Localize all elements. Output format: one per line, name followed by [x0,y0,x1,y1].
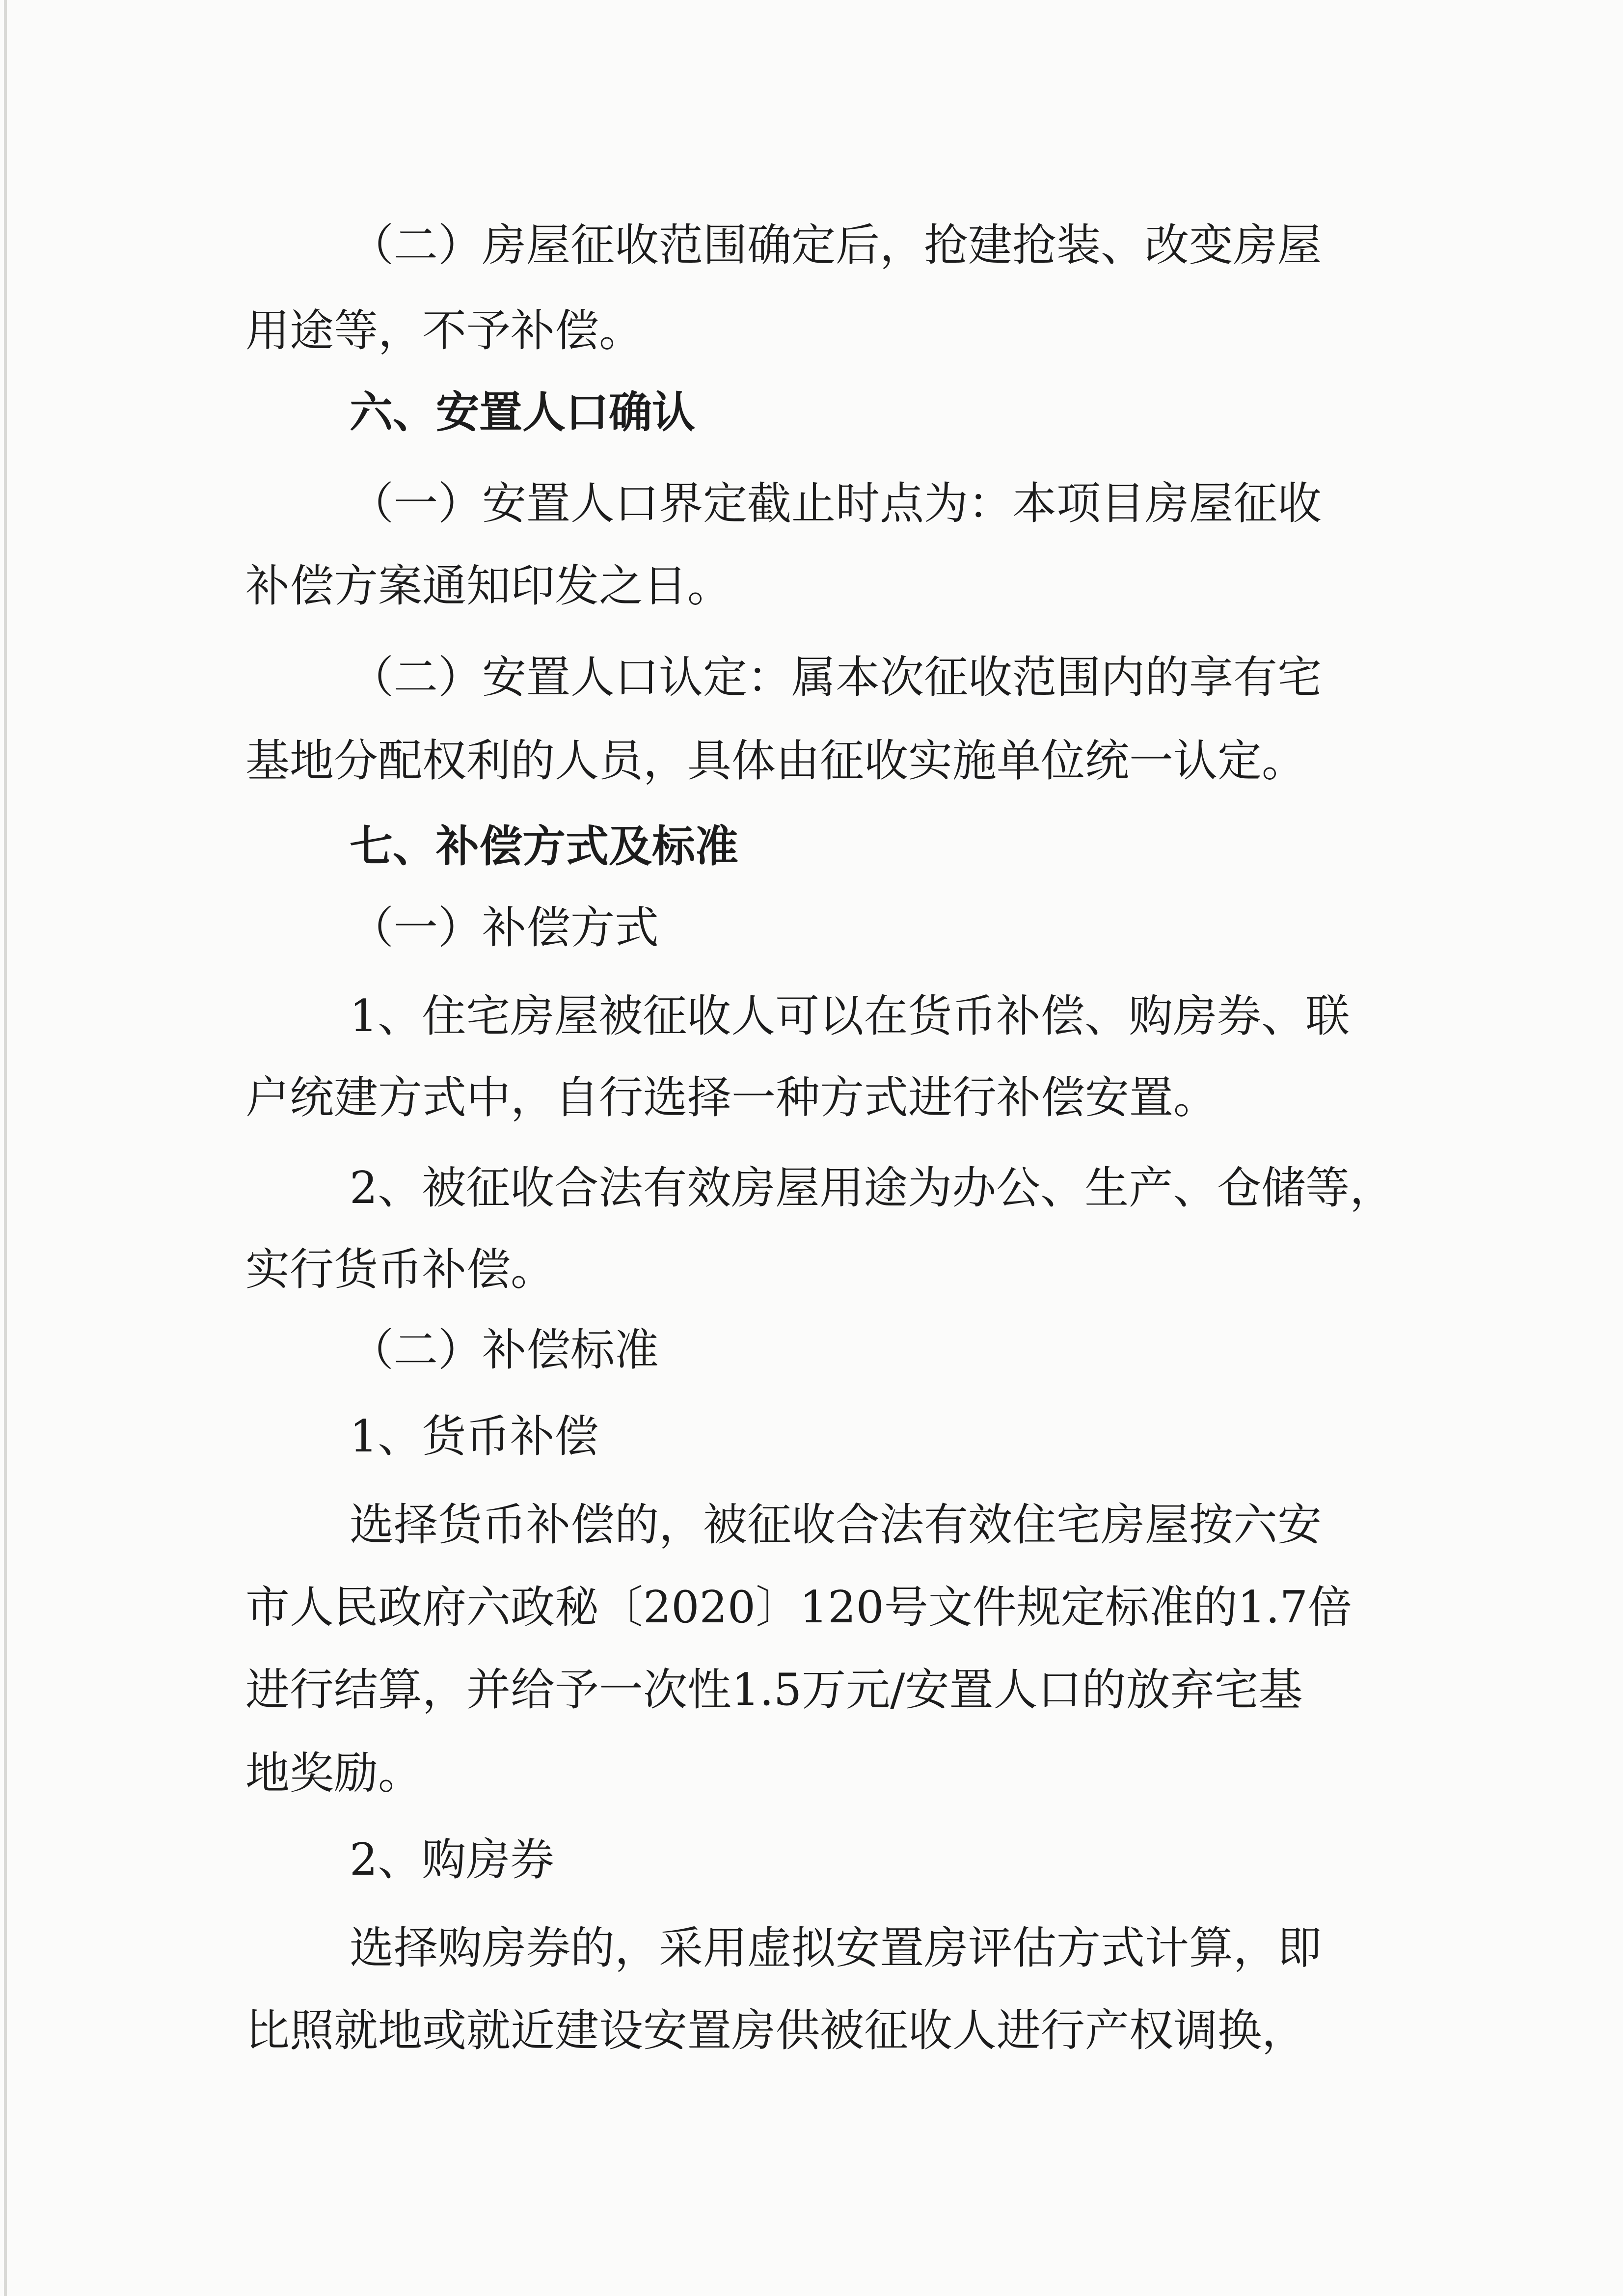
text-line: （二）房屋征收范围确定后，抢建抢装、改变房屋 [350,219,1322,271]
text-line: 用途等，不予补偿。 [245,305,643,356]
text-line: 市人民政府六政秘〔2020〕120号文件规定标准的1.7倍 [245,1582,1352,1633]
text-line: 补偿方案通知印发之日。 [245,560,731,612]
text-line: （二）安置人口认定：属本次征收范围内的享有宅 [350,652,1322,703]
item-heading: 2、购房券 [350,1834,555,1886]
text-line: 选择货币补偿的，被征收合法有效住宅房屋按六安 [350,1499,1322,1551]
text-line: 地奖励。 [245,1748,422,1799]
text-line: 选择购房券的，采用虚拟安置房评估方式计算，即 [350,1922,1322,1974]
item-heading: 1、货币补偿 [350,1411,599,1462]
subsection-heading: （一）补偿方式 [350,902,659,954]
text-line: 基地分配权利的人员，具体由征收实施单位统一认定。 [245,735,1306,787]
text-line: 进行结算，并给予一次性1.5万元/安置人口的放弃宅基 [245,1664,1303,1716]
section-heading-six: 六、安置人口确认 [350,387,696,437]
text-line: 1、住宅房屋被征收人可以在货币补偿、购房券、联 [350,990,1350,1042]
text-line: 比照就地或就近建设安置房供被征收人进行产权调换， [245,2005,1306,2056]
text-line: 户统建方式中，自行选择一种方式进行补偿安置。 [245,1072,1217,1123]
text-line: 实行货币补偿。 [245,1244,555,1295]
text-line: 2、被征收合法有效房屋用途为办公、生产、仓储等， [350,1162,1394,1214]
scan-edge-left [4,0,7,2296]
text-line: （一）安置人口界定截止时点为：本项目房屋征收 [350,478,1322,529]
subsection-heading: （二）补偿标准 [350,1324,659,1376]
section-heading-seven: 七、补偿方式及标准 [350,821,739,872]
